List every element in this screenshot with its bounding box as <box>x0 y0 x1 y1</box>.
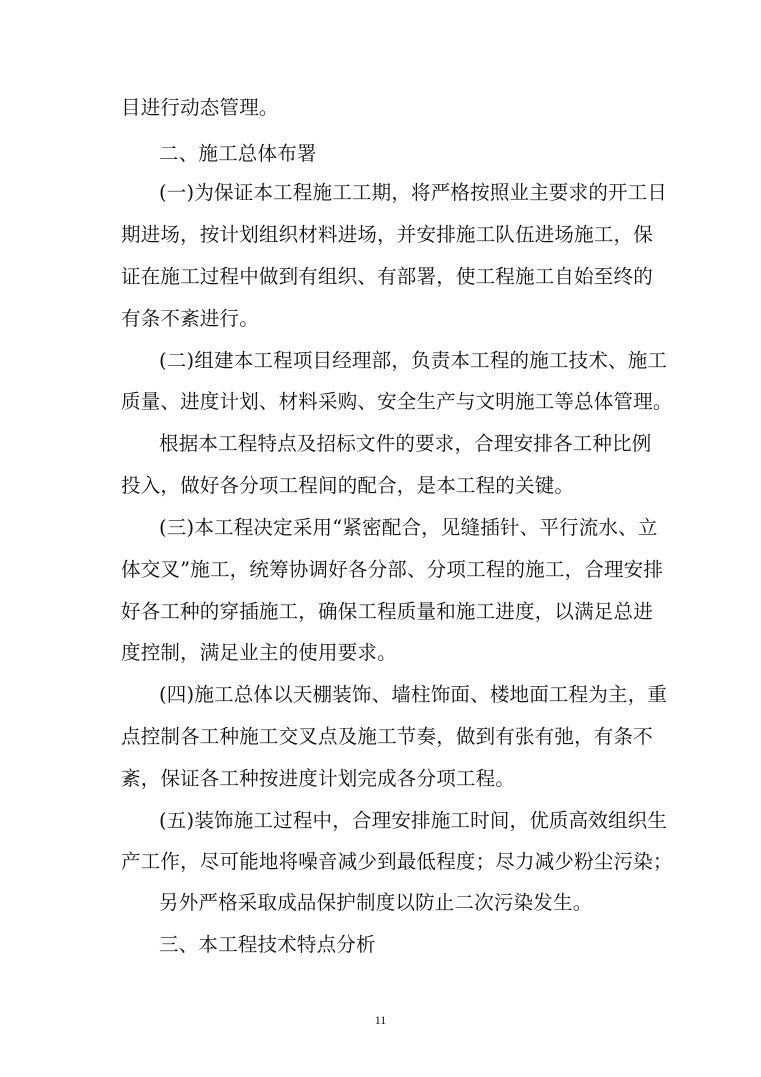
text-line: (三)本工程决定采用“紧密配合，见缝插针、平行流水、立 <box>159 516 658 539</box>
text-line: (四)施工总体以天棚装饰、墙柱饰面、楼地面工程为主，重 <box>159 683 668 706</box>
text-line: 体交叉”施工，统筹协调好各分部、分项工程的施工，合理安排 <box>121 558 664 581</box>
text-line: 好各工种的穿插施工，确保工程质量和施工进度，以满足总进 <box>121 600 653 623</box>
text-line: 证在施工过程中做到有组织、有部署，使工程施工自始至终的 <box>121 265 653 288</box>
text-line: 质量、进度计划、材料采购、安全生产与文明施工等总体管理。 <box>121 390 673 413</box>
text-line: 紊，保证各工种按进度计划完成各分项工程。 <box>121 767 516 790</box>
text-line: 产工作，尽可能地将噪音减少到最低程度；尽力减少粉尘污染； <box>121 850 673 873</box>
text-line: (二)组建本工程项目经理部，负责本工程的施工技术、施工 <box>159 349 668 372</box>
text-line: (五)装饰施工过程中，合理安排施工时间，优质高效组织生 <box>159 809 668 832</box>
text-line: 根据本工程特点及招标文件的要求，合理安排各工种比例 <box>159 432 652 455</box>
text-line: 有条不紊进行。 <box>121 307 259 330</box>
page-number: 11 <box>374 1013 387 1027</box>
text-line: 目进行动态管理。 <box>121 96 279 119</box>
section-heading: 三、本工程技术特点分析 <box>159 933 376 956</box>
text-line: 投入，做好各分项工程间的配合，是本工程的关键。 <box>121 474 575 497</box>
text-line: 点控制各工种施工交叉点及施工节奏，做到有张有弛，有条不 <box>121 725 653 748</box>
section-heading: 二、施工总体布署 <box>159 142 317 165</box>
text-line: (一)为保证本工程施工工期，将严格按照业主要求的开工日 <box>159 181 668 204</box>
text-line: 期进场，按计划组织材料进场，并安排施工队伍进场施工，保 <box>121 223 653 246</box>
text-line: 另外严格采取成品保护制度以防止二次污染发生。 <box>159 891 593 914</box>
text-line: 度控制，满足业主的使用要求。 <box>121 641 397 664</box>
